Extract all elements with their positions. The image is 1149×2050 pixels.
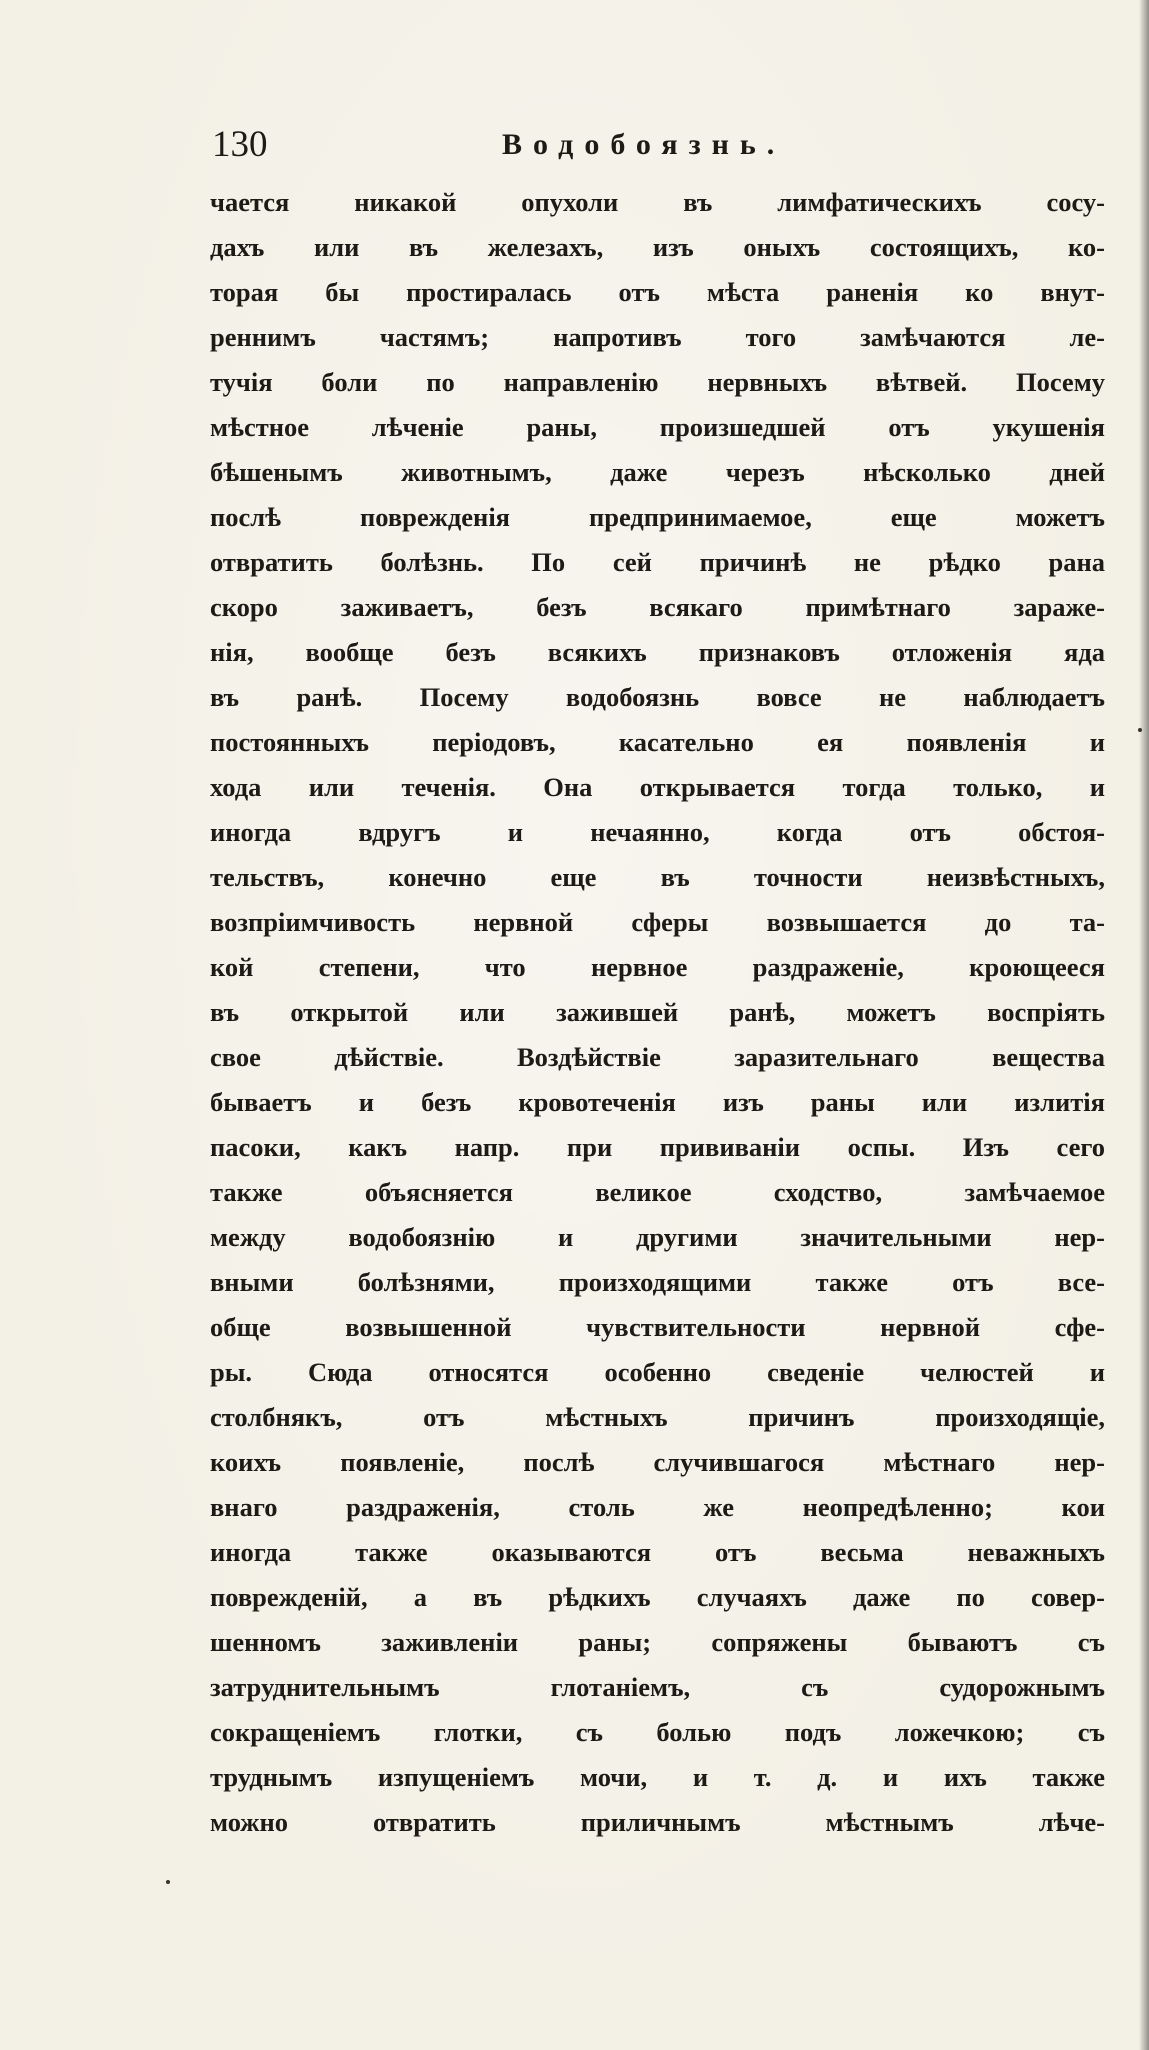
ink-speck (166, 1880, 170, 1884)
running-head: Водобоязнь. (502, 128, 786, 161)
ink-speck (1138, 728, 1142, 732)
text-line: бываетъ и безъ кровотеченія изъ раны или излитія (210, 1087, 1105, 1117)
text-line: бѣшенымъ животнымъ, даже черезъ нѣсколько дней (210, 457, 1105, 487)
text-line: затруднительнымъ глотаніемъ, съ судорожнымъ (210, 1672, 1105, 1702)
text-line: поврежденій, а въ рѣдкихъ случаяхъ даже по совер- (210, 1582, 1105, 1612)
text-line: ры. Сюда относятся особенно сведеніе челюстей и (210, 1357, 1105, 1387)
text-line: столбнякъ, отъ мѣстныхъ причинъ произходящіе, (210, 1402, 1105, 1432)
text-line: тельствъ, конечно еще въ точности неизвѣстныхъ, (210, 862, 1105, 892)
text-line: послѣ поврежденія предпринимаемое, еще можетъ (210, 502, 1105, 532)
text-line: иногда вдругъ и нечаянно, когда отъ обстоя- (210, 817, 1105, 847)
text-line: между водобоязнію и другими значительными нер- (210, 1222, 1105, 1252)
text-line: чается никакой опухоли въ лимфатическихъ сосу- (210, 187, 1105, 217)
text-line: коихъ появленіе, послѣ случившагося мѣстнаго нер- (210, 1447, 1105, 1477)
text-line: въ ранѣ. Посему водобоязнь вовсе не наблюдаетъ (210, 682, 1105, 712)
text-line: дахъ или въ железахъ, изъ оныхъ состоящихъ, ко- (210, 232, 1105, 262)
text-line: тучія боли по направленію нервныхъ вѣтвей. Посему (210, 367, 1105, 397)
text-line: свое дѣйствіе. Воздѣйствіе заразительнаго вещества (210, 1042, 1105, 1072)
text-line: вными болѣзнями, произходящими также отъ все- (210, 1267, 1105, 1297)
text-line: возпріимчивость нервной сферы возвышается до та- (210, 907, 1105, 937)
page-number: 130 (212, 124, 268, 165)
page-header (212, 120, 912, 170)
text-line: отвратить болѣзнь. По сей причинѣ не рѣдко рана (210, 547, 1105, 577)
page-edge-shadow (1139, 0, 1149, 2050)
text-line: постоянныхъ періодовъ, касательно ея появленія и (210, 727, 1105, 757)
text-line: иногда также оказываются отъ весьма неважныхъ (210, 1537, 1105, 1567)
text-line: торая бы простиралась отъ мѣста раненія ко внут- (210, 277, 1105, 307)
text-line: внаго раздраженія, столь же неопредѣленно; кои (210, 1492, 1105, 1522)
text-line: труднымъ изпущеніемъ мочи, и т. д. и ихъ также (210, 1762, 1105, 1792)
text-line: реннимъ частямъ; напротивъ того замѣчаются ле- (210, 322, 1105, 352)
text-line: нія, вообще безъ всякихъ признаковъ отложенія яда (210, 637, 1105, 667)
text-line: скоро заживаетъ, безъ всякаго примѣтнаго зараже- (210, 592, 1105, 622)
text-line: кой степени, что нервное раздраженіе, кроющееся (210, 952, 1105, 982)
text-line: также объясняется великое сходство, замѣчаемое (210, 1177, 1105, 1207)
text-line: обще возвышенной чувствительности нервной сфе- (210, 1312, 1105, 1342)
text-line: въ открытой или зажившей ранѣ, можетъ воспріять (210, 997, 1105, 1027)
text-line: пасоки, какъ напр. при прививаніи оспы. Изъ сего (210, 1132, 1105, 1162)
body-text (210, 180, 1105, 1845)
text-line: шенномъ заживленіи раны; сопряжены бываютъ съ (210, 1627, 1105, 1657)
text-line: хода или теченія. Она открывается тогда только, и (210, 772, 1105, 802)
text-line: сокращеніемъ глотки, съ болью подъ ложечкою; съ (210, 1717, 1105, 1747)
text-line: можно отвратить приличнымъ мѣстнымъ лѣче- (210, 1807, 1105, 1837)
text-line: мѣстное лѣченіе раны, произшедшей отъ укушенія (210, 412, 1105, 442)
